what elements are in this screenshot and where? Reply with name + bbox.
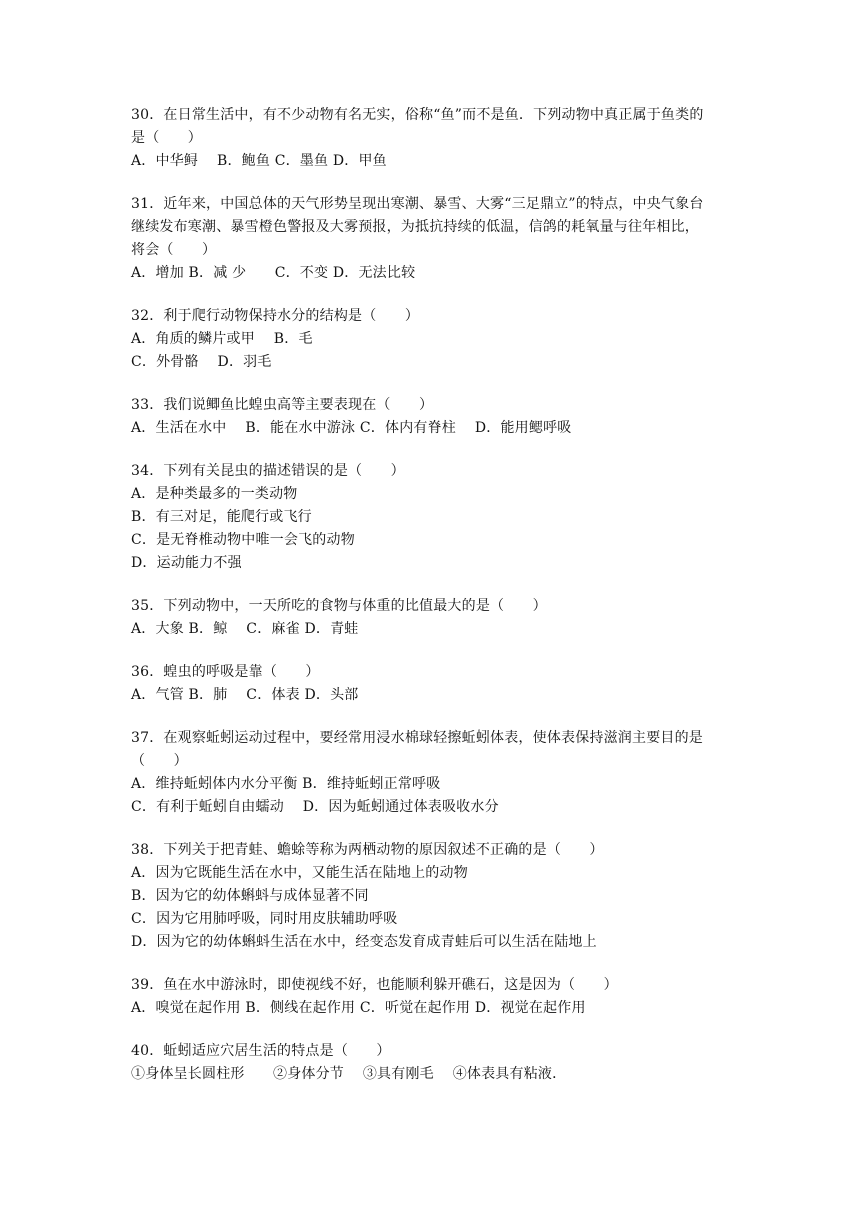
answer-option-b: B．有三对足，能爬行或飞行 <box>131 509 312 525</box>
question-text: 40．蚯蚓适应穴居生活的特点是（ ） <box>131 1043 391 1059</box>
question-text: 34．下列有关昆虫的描述错误的是（ ） <box>131 463 405 479</box>
answer-option-a: A．是种类最多的一类动物 <box>131 486 298 502</box>
answer-options: A．维持蚯蚓体内水分平衡 B．维持蚯蚓正常呼吸 <box>131 776 441 792</box>
question-text: 37．在观察蚯蚓运动过程中，要经常用浸水棉球轻擦蚯蚓体表，使体表保持滋润主要目的是 <box>131 730 704 746</box>
answer-options: C．有利于蚯蚓自由蠕动 D．因为蚯蚓通过体表吸收水分 <box>131 799 499 815</box>
answer-options: A．气管 B．肺 C．体表 D．头部 <box>131 687 359 703</box>
question-35 <box>131 595 731 641</box>
question-32 <box>131 305 731 374</box>
question-text: 31．近年来，中国总体的天气形势呈现出寒潮、暴雪、大雾“三足鼎立”的特点，中央气象台 <box>131 196 704 212</box>
exam-page <box>131 104 731 1106</box>
question-text: 32．利于爬行动物保持水分的结构是（ ） <box>131 308 420 324</box>
question-text: （ ） <box>131 753 188 769</box>
answer-options: A．增加 B．减 少 C．不变 D．无法比较 <box>131 265 416 281</box>
answer-option-d: D．运动能力不强 <box>131 555 242 571</box>
question-text: 继续发布寒潮、暴雪橙色警报及大雾预报，为抵抗持续的低温，信鸽的耗氧量与往年相比， <box>131 219 699 235</box>
answer-options: A．角质的鳞片或甲 B．毛 <box>131 331 313 347</box>
question-37 <box>131 727 731 819</box>
question-text: 将会（ ） <box>131 242 217 258</box>
answer-options: A．大象 B．鲸 C．麻雀 D．青蛙 <box>131 621 359 637</box>
question-text: 39．鱼在水中游泳时，即使视线不好，也能顺利躲开礁石，这是因为（ ） <box>131 977 618 993</box>
question-33 <box>131 394 731 440</box>
answer-options: C．外骨骼 D．羽毛 <box>131 354 272 370</box>
question-40 <box>131 1040 731 1086</box>
question-text: 33．我们说鲫鱼比蝗虫高等主要表现在（ ） <box>131 397 434 413</box>
question-text: 35．下列动物中，一天所吃的食物与体重的比值最大的是（ ） <box>131 598 547 614</box>
question-30 <box>131 104 731 173</box>
answer-option-a: A．因为它既能生活在水中，又能生活在陆地上的动物 <box>131 865 468 881</box>
question-text: 36．蝗虫的呼吸是靠（ ） <box>131 664 320 680</box>
question-31 <box>131 193 731 285</box>
answer-options: A．生活在水中 B．能在水中游泳 C．体内有脊柱 D．能用鳃呼吸 <box>131 420 572 436</box>
answer-options: A．中华鲟 B．鲍鱼 C．墨鱼 D．甲鱼 <box>131 153 387 169</box>
answer-option-c: C．因为它用肺呼吸，同时用皮肤辅助呼吸 <box>131 911 398 927</box>
question-text: 30．在日常生活中，有不少动物有名无实，俗称“鱼”而不是鱼．下列动物中真正属于鱼类的 <box>131 107 704 123</box>
answer-options: A．嗅觉在起作用 B．侧线在起作用 C．听觉在起作用 D．视觉在起作用 <box>131 1000 586 1016</box>
question-39 <box>131 974 731 1020</box>
answer-options: ①身体呈长圆柱形 ②身体分节 ③具有刚毛 ④体表具有粘液． <box>131 1066 567 1082</box>
answer-option-c: C．是无脊椎动物中唯一会飞的动物 <box>131 532 355 548</box>
answer-option-b: B．因为它的幼体蝌蚪与成体显著不同 <box>131 888 369 904</box>
question-34 <box>131 460 731 575</box>
question-text: 38．下列关于把青蛙、蟾蜍等称为两栖动物的原因叙述不正确的是（ ） <box>131 842 604 858</box>
question-text: 是（ ） <box>131 130 202 146</box>
question-36 <box>131 661 731 707</box>
answer-option-d: D．因为它的幼体蝌蚪生活在水中，经变态发育成青蛙后可以生活在陆地上 <box>131 934 597 950</box>
question-38 <box>131 839 731 954</box>
